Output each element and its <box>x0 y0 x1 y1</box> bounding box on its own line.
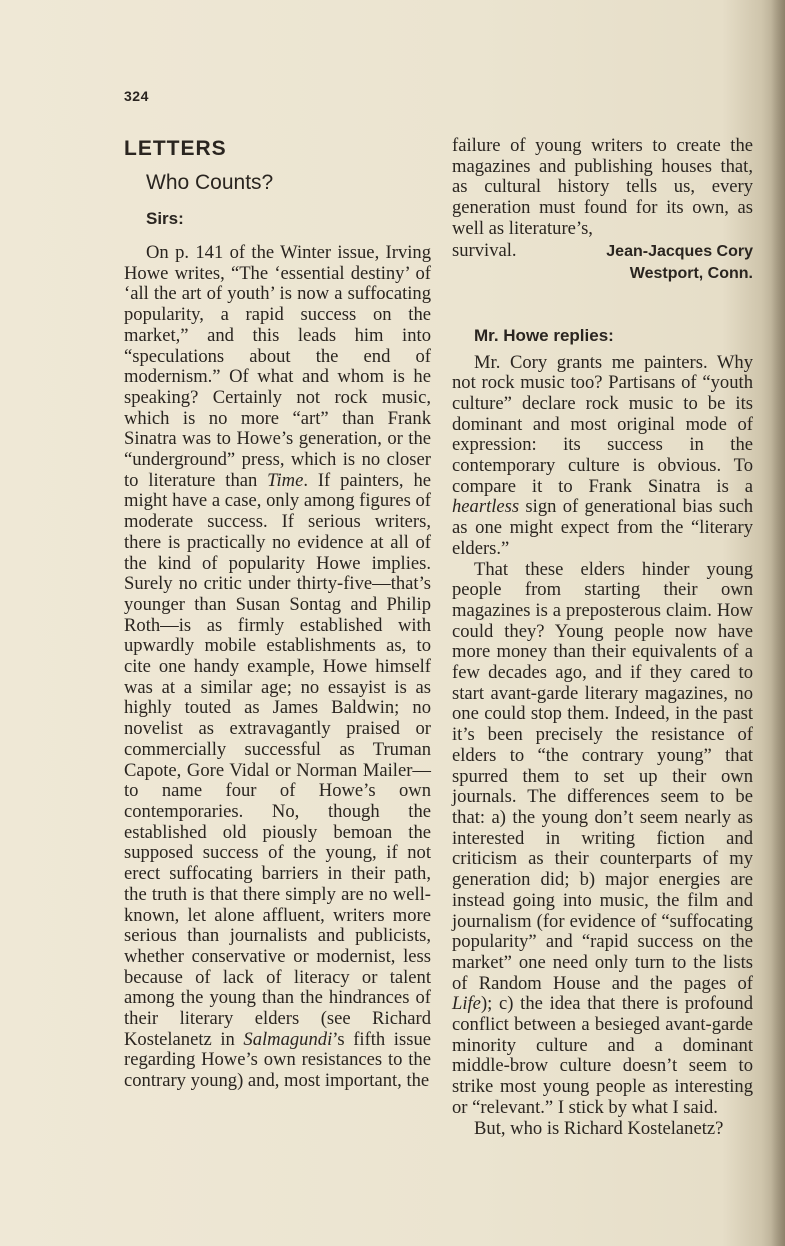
salmagundi-title: Salmagundi <box>243 1028 333 1050</box>
heartless-emphasis: heartless <box>452 496 520 518</box>
letter-signature-block <box>452 240 753 285</box>
left-column <box>124 136 431 1092</box>
letter-paragraph: On p. 141 of the Winter issue, Irving Howe writes, “The ‘essential destiny’ of ‘all the art of youth’ is now a suffocating popularity, a rapid success on the market,” and this leads him into “speculations about the end of modernism.” Of what and whom is he speaking? Certainly not rock music, which is no more “art” than Frank Sinatra was to Howe’s generation, or the “underground” press, which is no closer to literature than Time. If painters, he might have a case, only among figures of moderate success. If serious writers, there is practically no evidence at all of the kind of popularity Howe implies. Surely no critic under thirty-five—that’s younger than Susan Sontag and Philip Roth—is as firmly established with upwardly mobile establishments as, to cite one handy example, Howe himself was at a similar age; no essayist is as highly touted as James Baldwin; no novelist as extravagantly praised or commercially successful as Truman Capote, Gore Vidal or Norman Mailer—to name four of Howe’s own contemporaries. No, though the established old piously bemoan the supposed success of the young, if not erect suffocating barriers in their path, the truth is that there simply are no well-known, let alone affluent, writers more serious than journalists and publicists, whether conservative or modernist, less because of lack of literacy or talent among the young than the hindrances of their literary elders (see Richard Kostelanetz in Salmagundi’s fifth issue regarding Howe’s own resistances to the contrary young) and, most important, the <box>124 242 431 1092</box>
reply-paragraph: But, who is Richard Kostelanetz? <box>474 1117 724 1139</box>
page-spine-shadow <box>771 0 785 1246</box>
life-magazine-title: Life <box>452 993 481 1015</box>
reply-heading: Mr. Howe replies: <box>474 325 614 345</box>
right-column-content <box>452 136 753 1139</box>
reply-paragraph: That these elders hinder young people from starting their own magazines is a preposterous claim. How could they? Young people now have more money than their equivalents of a few decades ago, and if they cared to start avant-garde literary magazines, no one could stop them. Indeed, in the past it’s been precisely the resistance of elders to “the contrary young” that spurred them to set up their own journals. The differences seem to be that: a) the young don’t seem nearly as interested in writing fiction and criticism as their counterparts of my generation did; b) major energies are instead going into music, the film and journalism (for evidence of “suffocating popularity” and “rapid success on the market” one need only turn to the lists of Random House and the pages of Life); c) the idea that there is profound conflict between a besieged avant-garde minority culture and a dominant middle-brow culture doesn’t seem to strike most young people as interesting or “relevant.” I stick by what I said. <box>452 558 753 1118</box>
page-number: 324 <box>124 88 149 104</box>
letter-paragraph-continued: failure of young writers to create the magazines and publishing houses that, as cultural history tells us, every generation must found for its own, as well as literature’s, <box>452 135 753 239</box>
letter-title: Who Counts? <box>146 171 274 194</box>
section-heading: LETTERS <box>124 137 227 160</box>
reply-paragraph: Mr. Cory grants me painters. Why not rock music too? Partisans of “youth culture” declare rock music to be its dominant and most original mode of expression: its success in the contemporary culture is obvious. To compare it to Frank Sinatra is a heartless sign of generational bias such as one might expect from the “literary elders.” <box>452 351 753 559</box>
letter-signature: Jean-Jacques Cory <box>606 242 753 260</box>
letter-location: Westport, Conn. <box>629 264 753 282</box>
letter-last-word: survival. <box>452 239 517 261</box>
letter-salutation: Sirs: <box>146 209 184 228</box>
time-magazine-title: Time <box>267 469 304 491</box>
